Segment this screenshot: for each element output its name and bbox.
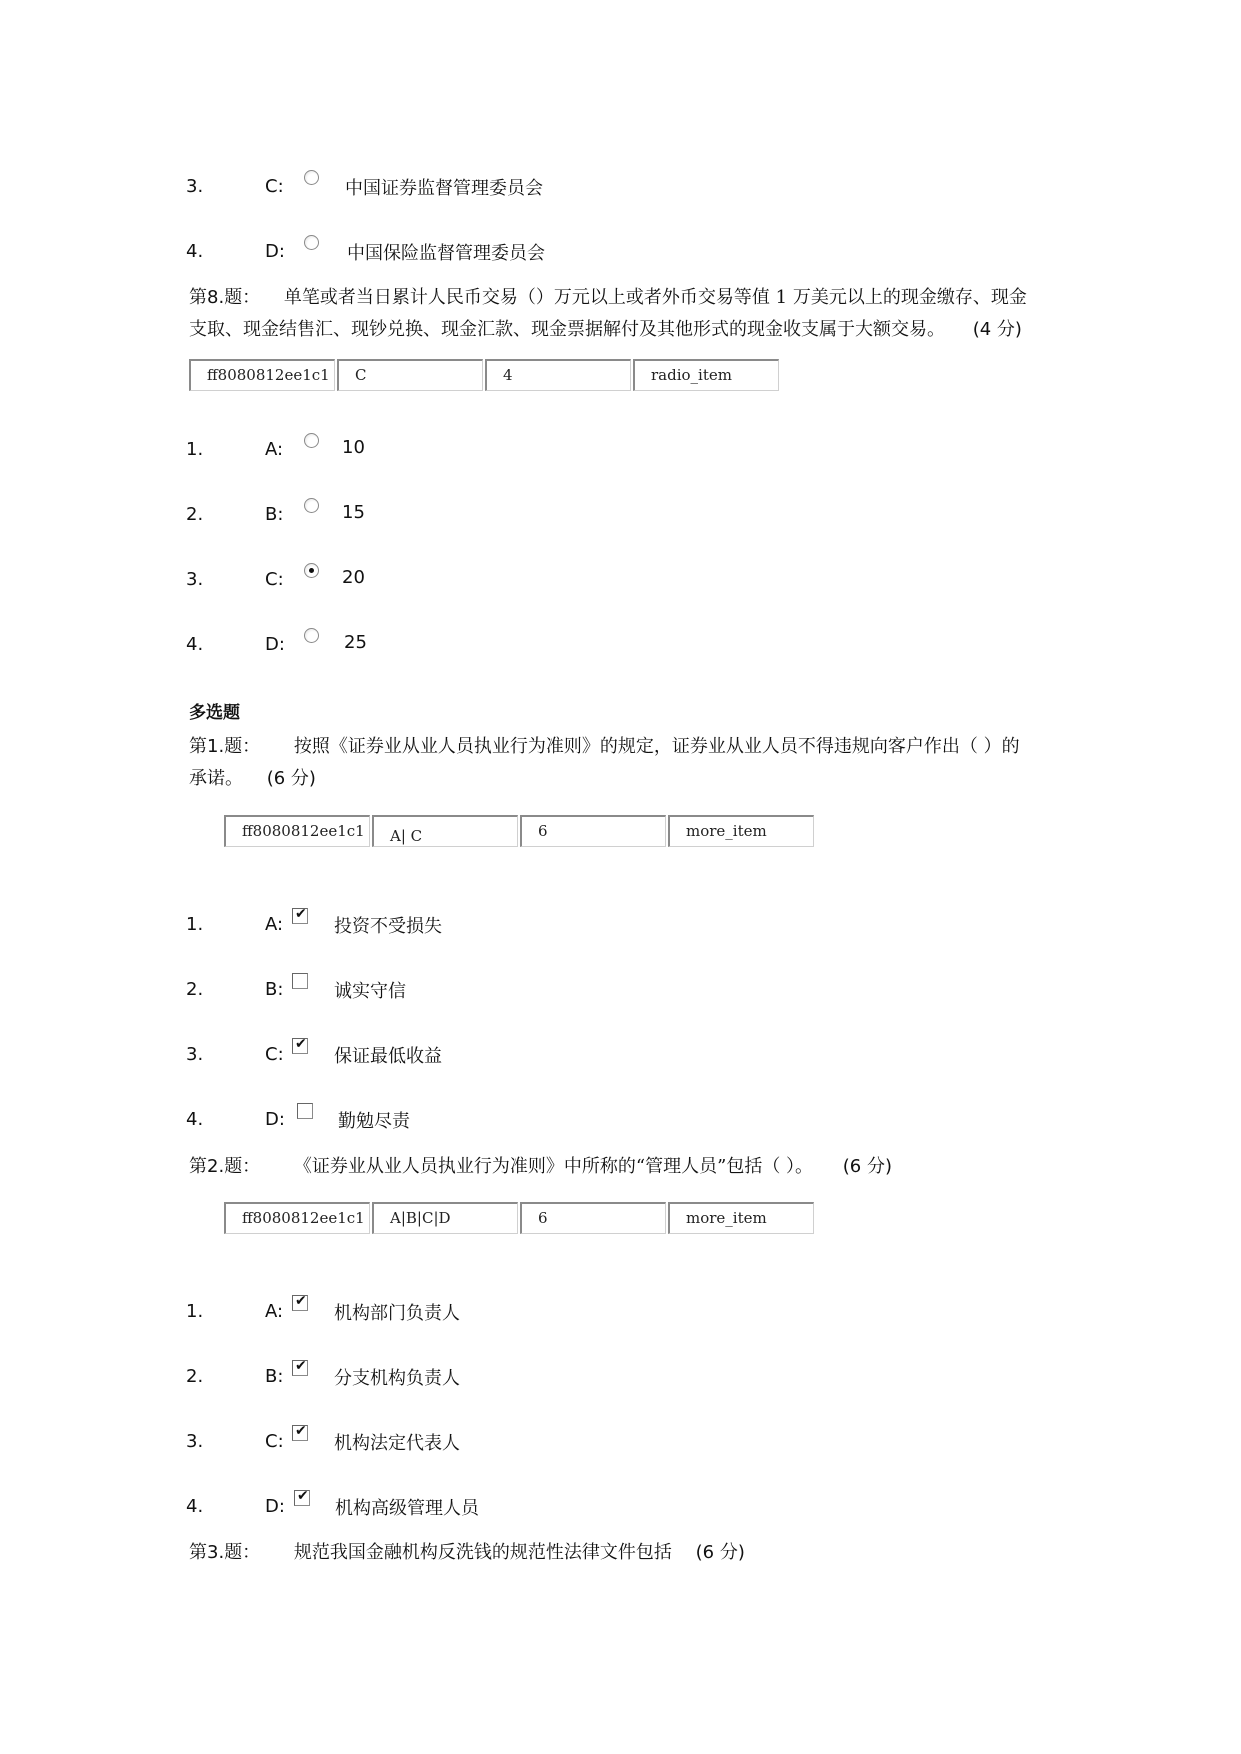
option-row [0, 973, 1241, 1003]
option-row [0, 1360, 1241, 1390]
option-text: 机构部门负责人 [334, 1303, 460, 1324]
question-line-2: 承诺。 [189, 768, 243, 789]
question-number: 3. [207, 1542, 225, 1563]
option-letter: B: [265, 504, 284, 525]
score-field[interactable]: 4 [485, 359, 631, 391]
option-number: 3. [186, 176, 204, 197]
checkbox[interactable] [292, 973, 308, 989]
radio-button-selected[interactable] [304, 563, 319, 578]
option-text: 机构法定代表人 [334, 1433, 460, 1454]
option-row [0, 433, 1241, 463]
option-number: 3. [186, 1431, 204, 1452]
checkmark-icon: ✔ [297, 1488, 309, 1504]
option-number: 1. [186, 1301, 204, 1322]
option-row [0, 1425, 1241, 1455]
answer-fields [224, 1202, 824, 1236]
option-text: 机构高级管理人员 [335, 1498, 479, 1519]
radio-button[interactable] [304, 235, 319, 250]
option-letter: C: [265, 569, 284, 590]
option-number: 1. [186, 439, 204, 460]
option-row [0, 498, 1241, 528]
option-text: 诚实守信 [334, 981, 406, 1002]
option-text: 10 [342, 437, 365, 458]
checkbox[interactable] [297, 1103, 313, 1119]
checkbox-checked[interactable] [292, 1360, 308, 1376]
option-text: 20 [342, 567, 365, 588]
type-field[interactable]: more_item [668, 815, 814, 847]
option-text: 分支机构负责人 [334, 1368, 460, 1389]
question-line-1: 规范我国金融机构反洗钱的规范性法律文件包括 [293, 1542, 672, 1563]
option-letter: A: [265, 439, 284, 460]
option-number: 4. [186, 1109, 204, 1130]
radio-button[interactable] [304, 498, 319, 513]
option-letter: B: [265, 979, 284, 1000]
option-number: 2. [186, 504, 204, 525]
question-text-continued [189, 314, 1022, 346]
question-text: 第3.题： 规范我国金融机构反洗钱的规范性法律文件包括 (6 分) [189, 1542, 745, 1563]
option-number: 2. [186, 979, 204, 1000]
checkbox-checked[interactable] [294, 1490, 310, 1506]
question-line-2: 支取、现金结售汇、现钞兑换、现金汇款、现金票据解付及其他形式的现金收支属于大额交易。 [189, 319, 945, 340]
option-row [0, 1038, 1241, 1068]
option-text: 中国证券监督管理委员会 [345, 178, 543, 199]
option-row [0, 235, 1241, 265]
question-score: (6 分) [266, 768, 316, 789]
checkmark-icon: ✔ [295, 906, 307, 922]
option-row [0, 170, 1241, 200]
option-text: 投资不受损失 [334, 916, 442, 937]
option-letter: D: [265, 634, 285, 655]
option-text: 中国保险监督管理委员会 [347, 243, 545, 264]
option-letter: C: [265, 1044, 284, 1065]
option-row [0, 563, 1241, 593]
option-letter: C: [265, 1431, 284, 1452]
checkbox-checked[interactable] [292, 1038, 308, 1054]
option-row [0, 1295, 1241, 1325]
radio-button[interactable] [304, 628, 319, 643]
question-id-field[interactable]: ff8080812ee1c1 [224, 815, 370, 847]
option-text: 25 [344, 632, 367, 653]
option-number: 3. [186, 569, 204, 590]
option-number: 4. [186, 241, 204, 262]
option-row [0, 628, 1241, 658]
radio-selected-dot-icon [309, 568, 314, 573]
checkbox-checked[interactable] [292, 1425, 308, 1441]
checkmark-icon: ✔ [295, 1423, 307, 1439]
option-text: 勤勉尽责 [338, 1111, 410, 1132]
option-letter: D: [265, 1109, 285, 1130]
question-line-1: 按照《证券业从业人员执业行为准则》的规定，证券业从业人员不得违规向客户作出（ ）的 [293, 736, 1020, 757]
answer-field[interactable]: A| C [372, 815, 518, 847]
checkmark-icon: ✔ [295, 1358, 307, 1374]
radio-button[interactable] [304, 433, 319, 448]
question-id-field[interactable]: ff8080812ee1c1 [189, 359, 335, 391]
question-line-1: 单笔或者当日累计人民币交易（）万元以上或者外币交易等值 1 万美元以上的现金缴存、现金 [283, 287, 1027, 308]
question-id-field[interactable]: ff8080812ee1c1 [224, 1202, 370, 1234]
option-number: 2. [186, 1366, 204, 1387]
option-number: 4. [186, 1496, 204, 1517]
checkbox-checked[interactable] [292, 1295, 308, 1311]
question-text-continued [189, 763, 316, 795]
section-title: 多选题 [189, 703, 240, 723]
radio-button[interactable] [304, 170, 319, 185]
type-field[interactable]: more_item [668, 1202, 814, 1234]
question-score: (6 分) [695, 1542, 745, 1563]
checkbox-checked[interactable] [292, 908, 308, 924]
question-text: 第2.题： 《证券业从业人员执业行为准则》中所称的“管理人员”包括（ ）。 (6 分) [189, 1156, 892, 1177]
option-letter: D: [265, 1496, 285, 1517]
question-number: 2. [207, 1156, 225, 1177]
option-row [0, 1103, 1241, 1133]
question-text: 第1.题： 按照《证券业从业人员执业行为准则》的规定，证券业从业人员不得违规向客户作出（ ）的 [189, 736, 1020, 757]
option-letter: A: [265, 1301, 284, 1322]
checkmark-icon: ✔ [295, 1036, 307, 1052]
question-score: (6 分) [842, 1156, 892, 1177]
question-line-1: 《证券业从业人员执业行为准则》中所称的“管理人员”包括（ ）。 [293, 1156, 814, 1177]
answer-field[interactable]: C [337, 359, 483, 391]
option-number: 4. [186, 634, 204, 655]
checkmark-icon: ✔ [295, 1293, 307, 1309]
option-number: 1. [186, 914, 204, 935]
answer-fields [224, 815, 824, 849]
option-letter: A: [265, 914, 284, 935]
option-letter: B: [265, 1366, 284, 1387]
score-field[interactable]: 6 [520, 815, 666, 847]
option-text: 保证最低收益 [334, 1046, 442, 1067]
question-text: 第8.题： 单笔或者当日累计人民币交易（）万元以上或者外币交易等值 1 万美元以上的现金缴存、现金 [189, 287, 1027, 308]
option-text: 15 [342, 502, 365, 523]
option-letter: D: [265, 241, 285, 262]
type-field[interactable]: radio_item [633, 359, 779, 391]
option-row [0, 908, 1241, 938]
question-score: (4 分) [972, 319, 1022, 340]
option-number: 3. [186, 1044, 204, 1065]
score-field[interactable]: 6 [520, 1202, 666, 1234]
option-letter: C: [265, 176, 284, 197]
answer-field[interactable]: A|B|C|D [372, 1202, 518, 1234]
option-row [0, 1490, 1241, 1520]
question-number: 8. [207, 287, 225, 308]
answer-fields [189, 359, 789, 393]
question-number: 1. [207, 736, 225, 757]
